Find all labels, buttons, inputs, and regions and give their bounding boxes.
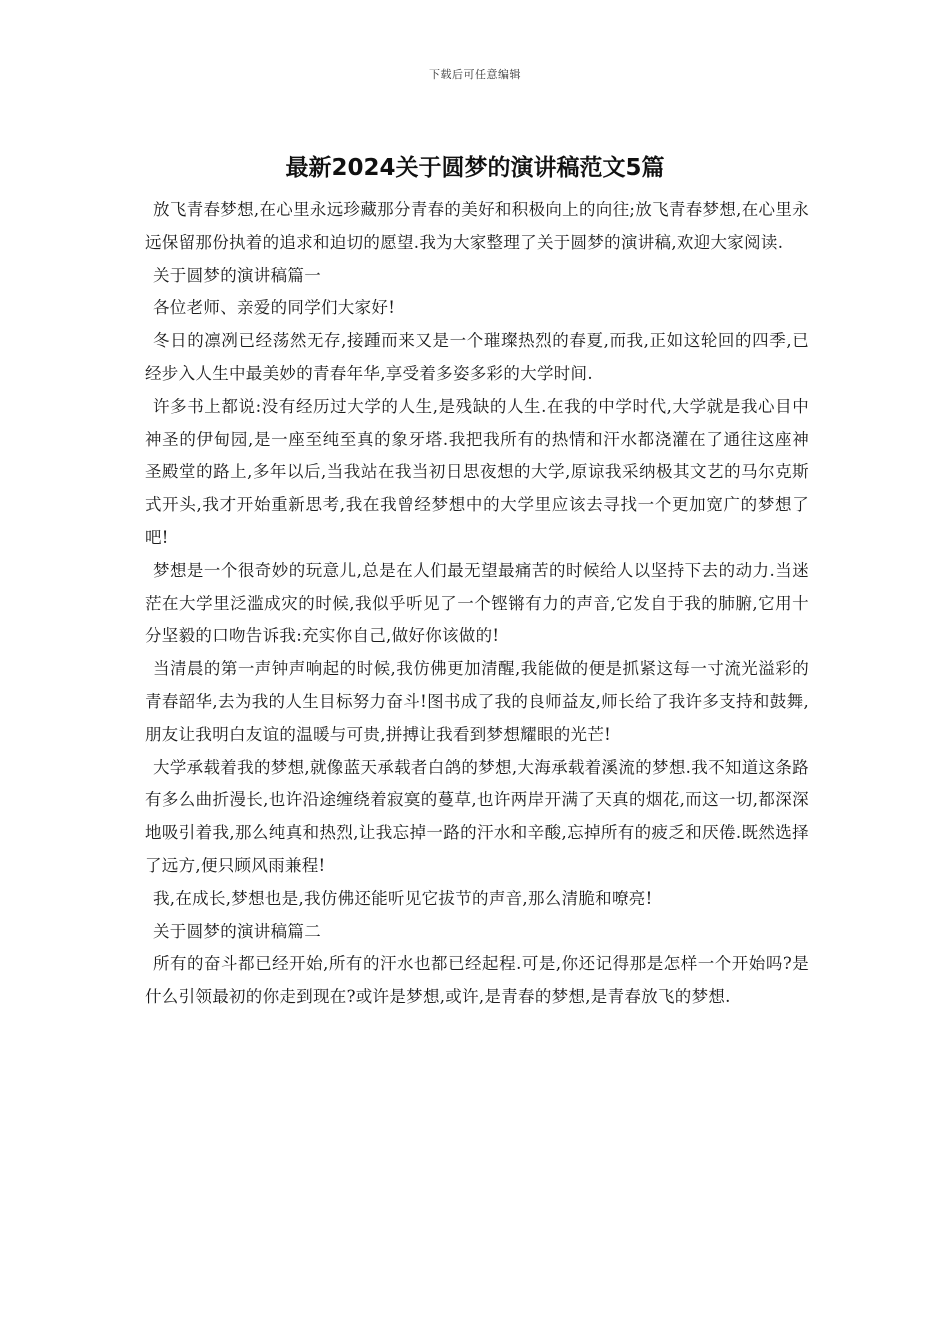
paragraph: 梦想是一个很奇妙的玩意儿,总是在人们最无望最痛苦的时候给人以坚持下去的动力.当迷茫在大学里泛滥成灾的时候,我似乎听见了一个铿锵有力的声音,它发自于我的肺腑,它用十分坚毅的口吻告诉我:充实你自己,做好你该做的!: [145, 560, 809, 646]
paragraph: 当清晨的第一声钟声响起的时候,我仿佛更加清醒,我能做的便是抓紧这每一寸流光溢彩的青春韶华,去为我的人生目标努力奋斗!图书成了我的良师益友,师长给了我许多支持和鼓舞,朋友让我明白友谊的温暖与可贵,拼搏让我看到梦想耀眼的光芒!: [145, 659, 809, 744]
section-heading-2: 关于圆梦的演讲稿篇二: [153, 921, 321, 941]
paragraph-intro: 放飞青春梦想,在心里永远珍藏那分青春的美好和积极向上的向往;放飞青春梦想,在心里永远保留那份执着的追求和迫切的愿望.我为大家整理了关于圆梦的演讲稿,欢迎大家阅读.: [145, 200, 809, 252]
paragraph: 许多书上都说:没有经历过大学的人生,是残缺的人生.在我的中学时代,大学就是我心目中神圣的伊甸园,是一座至纯至真的象牙塔.我把我所有的热情和汗水都浇灌在了通往这座神圣殿堂的路上,多年以后,当我站在我当初日思夜想的大学,原谅我采纳极其文艺的马尔克斯式开头,我才开始重新思考,我在我曾经梦想中的大学里应该去寻找一个更加宽广的梦想了吧!: [145, 396, 809, 547]
section-heading-1: 关于圆梦的演讲稿篇一: [153, 265, 321, 285]
paragraph: 所有的奋斗都已经开始,所有的汗水也都已经起程.可是,你还记得那是怎样一个开始吗?是什么引领最初的你走到现在?或许是梦想,或许,是青春的梦想,是青春放飞的梦想.: [145, 954, 809, 1007]
paragraph: 我,在成长,梦想也是,我仿佛还能听见它拔节的声音,那么清脆和嘹亮!: [153, 888, 653, 908]
paragraph-greeting: 各位老师、亲爱的同学们大家好!: [153, 298, 396, 318]
paragraph: 大学承载着我的梦想,就像蓝天承载者白鸽的梦想,大海承载着溪流的梦想.我不知道这条路有多么曲折漫长,也许沿途缠绕着寂寞的蔓草,也许两岸开满了天真的烟花,而这一切,都深深地吸引着我,那么纯真和热烈,让我忘掉一路的汗水和辛酸,忘掉所有的疲乏和厌倦.既然选择了远方,便只顾风雨兼程!: [145, 757, 809, 875]
header-note: 下载后可任意编辑: [429, 68, 521, 81]
document-title: 最新2024关于圆梦的演讲稿范文5篇: [285, 155, 665, 181]
paragraph: 冬日的凛冽已经荡然无存,接踵而来又是一个璀璨热烈的春夏,而我,正如这轮回的四季,已经步入人生中最美妙的青春年华,享受着多姿多彩的大学时间.: [145, 331, 809, 383]
document-body: [145, 194, 809, 1014]
